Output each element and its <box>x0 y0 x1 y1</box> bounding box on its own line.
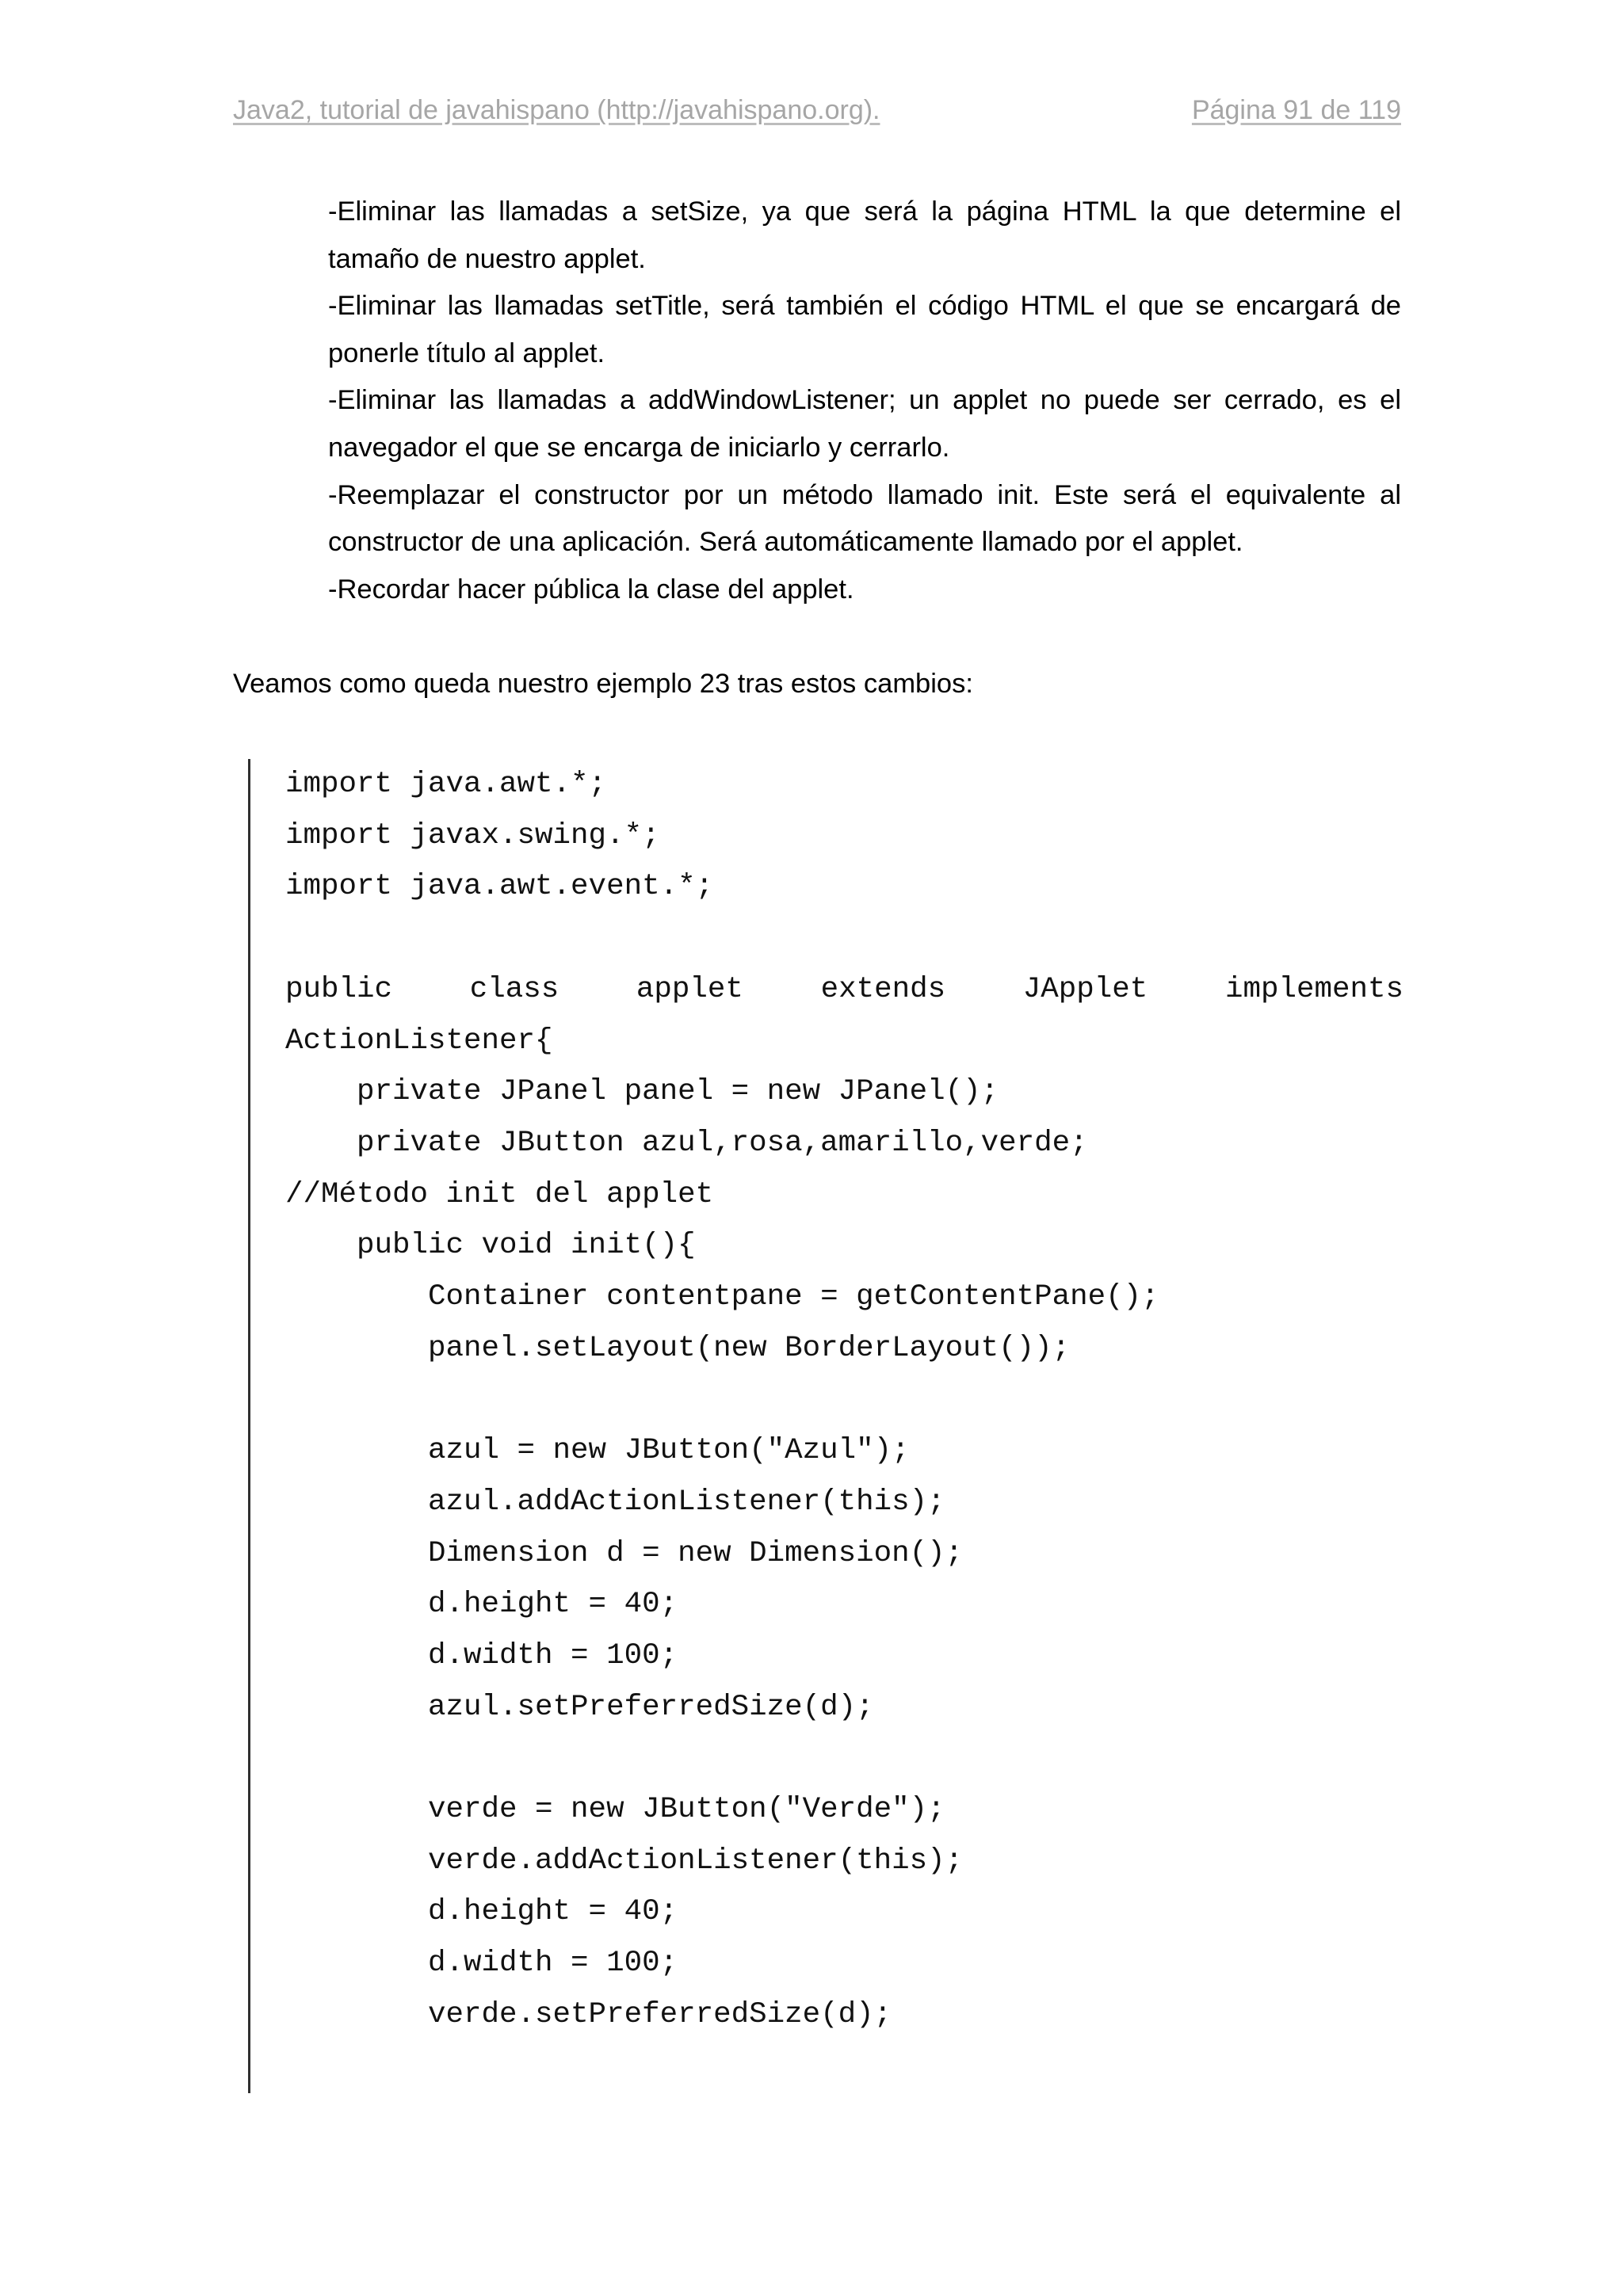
code-token: class <box>469 972 559 1006</box>
code-line: d.width = 100; <box>285 1638 678 1672</box>
bullet-item: -Eliminar las llamadas a setSize, ya que será la página HTML la que determine el tamaño de nuestro applet. <box>328 196 1401 274</box>
bullet-item: -Recordar hacer pública la clase del applet. <box>328 574 854 605</box>
code-line: Dimension d = new Dimension(); <box>285 1536 964 1570</box>
page-number: Página 91 de 119 <box>1191 95 1401 125</box>
code-line: verde.addActionListener(this); <box>285 1844 964 1878</box>
code-token: JApplet <box>1022 972 1148 1006</box>
intro-paragraph: Veamos como queda nuestro ejemplo 23 tras estos cambios: <box>233 669 973 699</box>
code-line: import java.awt.*; <box>285 768 607 801</box>
code-line: d.height = 40; <box>285 1895 678 1929</box>
code-line: ActionListener{ <box>285 1024 553 1058</box>
code-line: Container contentpane = getContentPane(); <box>285 1280 1159 1314</box>
code-comment: //Método init del applet <box>285 1177 714 1211</box>
code-line: azul.setPreferredSize(d); <box>285 1690 874 1724</box>
bullet-item: -Eliminar las llamadas setTitle, será también el código HTML el que se encargará de ponerle título al applet. <box>328 291 1401 368</box>
code-token: public <box>285 972 393 1006</box>
code-line: azul.addActionListener(this); <box>285 1485 945 1519</box>
code-line: verde = new JButton("Verde"); <box>285 1793 945 1826</box>
code-line: private JPanel panel = new JPanel(); <box>285 1075 999 1109</box>
code-line: public void init(){ <box>285 1229 696 1263</box>
code-token: extends <box>820 972 946 1006</box>
code-line: azul = new JButton("Azul"); <box>285 1434 910 1468</box>
code-listing <box>248 759 1403 2093</box>
bullet-item: -Eliminar las llamadas a addWindowListener; un applet no puede ser cerrado, es el navegador el que se encarga de iniciarlo y cerrarlo. <box>328 385 1401 463</box>
code-line: d.height = 40; <box>285 1588 678 1622</box>
code-line: panel.setLayout(new BorderLayout()); <box>285 1331 1071 1365</box>
code-line: verde.setPreferredSize(d); <box>285 1997 892 2031</box>
code-line: d.width = 100; <box>285 1947 678 1981</box>
class-declaration-line <box>285 964 1403 1016</box>
bullet-list <box>328 189 1401 613</box>
code-line: private JButton azul,rosa,amarillo,verde; <box>285 1126 1088 1160</box>
page-header <box>233 95 1401 132</box>
code-line: import java.awt.event.*; <box>285 870 714 904</box>
code-token: applet <box>636 972 743 1006</box>
document-title: Java2, tutorial de javahispano (http://javahispano.org). <box>233 95 880 125</box>
code-line: import javax.swing.*; <box>285 818 660 852</box>
bullet-item: -Reemplazar el constructor por un método llamado init. Este será el equivalente al constructor de una aplicación. Será automáticamente llamado por el applet. <box>328 479 1401 558</box>
code-token: implements <box>1224 972 1403 1006</box>
